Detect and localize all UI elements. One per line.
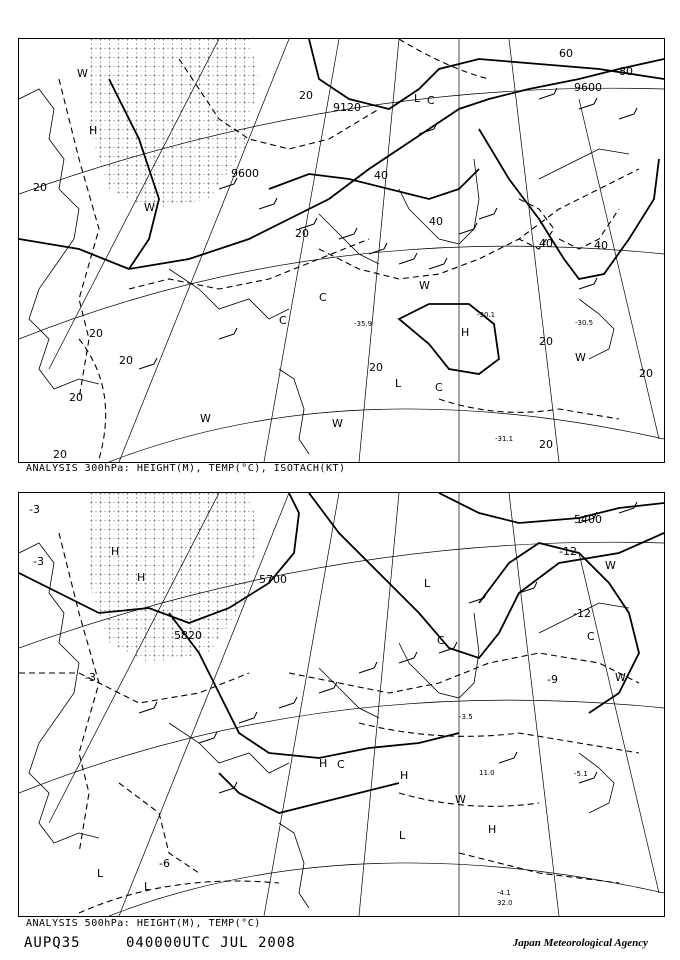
center-marker: L	[144, 880, 151, 893]
isotach-label: 40	[539, 237, 553, 250]
chart-caption-300hpa: ANALYSIS 300hPa: HEIGHT(M), TEMP(°C), ISOTACH(KT)	[26, 463, 346, 474]
isotach-label: 20	[369, 361, 383, 374]
isotach-label: 20	[299, 89, 313, 102]
isotherm-label: -12	[573, 607, 591, 620]
center-marker: L	[395, 377, 402, 390]
isotach-label: 20	[639, 367, 653, 380]
center-marker: W	[144, 201, 155, 214]
temp-value: 32.0	[497, 899, 513, 907]
temp-value: -31.1	[495, 435, 514, 443]
height-label: 5400	[574, 513, 602, 526]
temp-value: 11.0	[479, 769, 495, 777]
center-marker: L	[97, 867, 104, 880]
isotach-label: 20	[539, 438, 553, 451]
temp-value: -3.5	[459, 713, 473, 721]
agency-name: Japan Meteorological Agency	[512, 937, 648, 949]
center-marker: W	[200, 412, 211, 425]
isotach-label: 20	[295, 227, 309, 240]
map-panel-300hpa	[18, 38, 665, 463]
center-marker: C	[337, 758, 345, 771]
center-marker: W	[77, 67, 88, 80]
isotherm-label: -6	[159, 857, 170, 870]
height-label: 5700	[259, 573, 287, 586]
isotach-label: 20	[33, 181, 47, 194]
temp-value: -30.5	[575, 319, 594, 327]
center-marker: W	[605, 559, 616, 572]
center-marker: C	[435, 381, 443, 394]
center-marker: W	[455, 793, 466, 806]
isotach-label: 80	[619, 65, 633, 78]
center-marker: H	[89, 124, 98, 137]
center-marker: C	[279, 314, 287, 327]
chart-footer	[24, 935, 654, 953]
chart-caption-500hpa: ANALYSIS 500hPa: HEIGHT(M), TEMP(°C)	[26, 918, 261, 929]
valid-time: 040000UTC JUL 2008	[126, 935, 296, 951]
center-marker: C	[319, 291, 327, 304]
center-marker: W	[332, 417, 343, 430]
isotherm-label: -3	[33, 555, 44, 568]
temp-value: -4.1	[497, 889, 511, 897]
isotherm-label: -3	[85, 671, 96, 684]
center-marker: W	[575, 351, 586, 364]
center-marker: W	[615, 671, 626, 684]
map-500hpa	[19, 493, 664, 916]
isotherm-label: -12	[559, 545, 577, 558]
isotach-label: 40	[429, 215, 443, 228]
isotach-label: 20	[69, 391, 83, 404]
center-marker: H	[137, 571, 146, 584]
height-label: 9120	[333, 101, 361, 114]
center-marker: L	[414, 92, 421, 105]
isotach-label: 20	[119, 354, 133, 367]
terrain-hatch	[89, 39, 259, 209]
isotach-label: 20	[53, 448, 67, 461]
center-marker: H	[488, 823, 497, 836]
temp-value: -35.9	[354, 320, 373, 328]
temp-value: -5.1	[574, 770, 588, 778]
center-marker: C	[587, 630, 595, 643]
center-marker: L	[424, 577, 431, 590]
center-marker: H	[319, 757, 328, 770]
center-marker: C	[437, 634, 445, 647]
center-marker: H	[461, 326, 470, 339]
height-label: 5820	[174, 629, 202, 642]
isotach-label: 20	[539, 335, 553, 348]
isotherm-label: -9	[547, 673, 558, 686]
product-code: AUPQ35	[24, 935, 81, 951]
map-300hpa	[19, 39, 664, 462]
map-panel-500hpa	[18, 492, 665, 917]
isotach-label: 20	[89, 327, 103, 340]
isotherm-label: -3	[29, 503, 40, 516]
isotach-label: 40	[594, 239, 608, 252]
isotach-label: 60	[559, 47, 573, 60]
center-marker: W	[419, 279, 430, 292]
center-marker: C	[427, 94, 435, 107]
height-label: 9600	[574, 81, 602, 94]
center-marker: L	[399, 829, 406, 842]
center-marker: H	[400, 769, 409, 782]
center-marker: H	[111, 545, 120, 558]
isotach-label: 40	[374, 169, 388, 182]
temp-value: -30.1	[477, 311, 496, 319]
height-label: 9600	[231, 167, 259, 180]
